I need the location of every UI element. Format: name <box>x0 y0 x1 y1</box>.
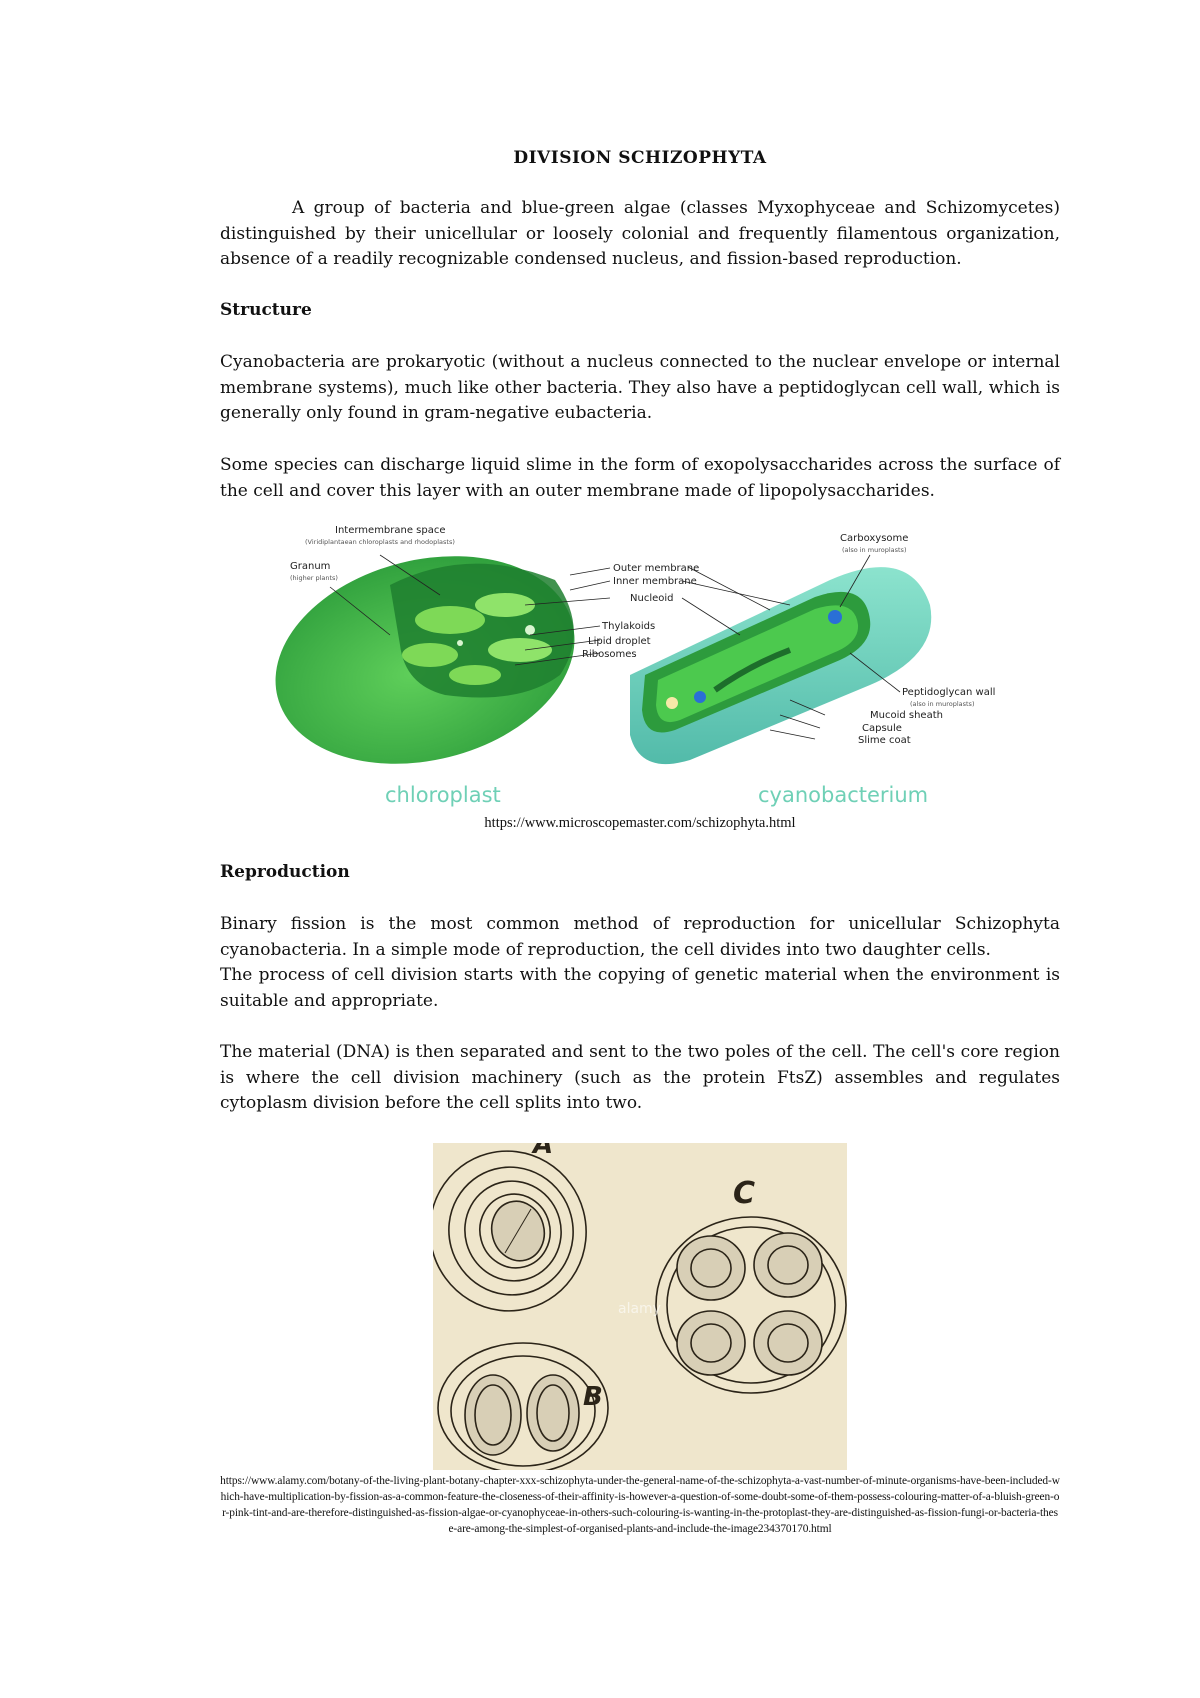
fission-sketch <box>433 1143 847 1470</box>
label-carboxysome: Carboxysome <box>840 533 909 544</box>
label-c: C <box>733 1176 756 1211</box>
label-peptidoglycan-sub: (also in muroplasts) <box>910 700 975 708</box>
label-granum: Granum <box>290 561 331 572</box>
label-cyanobacterium: cyanobacterium <box>758 783 929 807</box>
watermark: alamy <box>618 1301 661 1317</box>
reproduction-paragraph-1: Binary fission is the most common method of reproduction for unicellular Schizophyta cyanobacteria. In a simple mode of reproduction, the cell divides into two daughter cells. <box>220 914 1060 960</box>
label-intermembrane: Intermembrane space <box>335 525 446 536</box>
label-lipid-droplet: Lipid droplet <box>588 636 651 647</box>
label-thylakoids: Thylakoids <box>602 621 656 632</box>
reproduction-heading: Reproduction <box>220 862 350 882</box>
structure-paragraph-2: Some species can discharge liquid slime in the form of exopolysaccharides across the surface of the cell and cover this layer with an outer membrane made of lipopolysaccharides. <box>220 455 1060 501</box>
label-mucoid: Mucoid sheath <box>870 710 943 721</box>
structure-paragraph-1: Cyanobacteria are prokaryotic (without a nucleus connected to the nuclear envelope or internal membrane systems), much like other bacteria. They also have a peptidoglycan cell wall, which is generally only found in gram-negative eubacteria. <box>220 352 1060 423</box>
cell-diagram <box>270 525 1010 810</box>
structure-heading: Structure <box>220 300 312 320</box>
reproduction-paragraph-2: The process of cell division starts with the copying of genetic material when the environment is suitable and appropriate. <box>220 965 1060 1011</box>
binary-fission-drawing <box>433 1143 847 1470</box>
label-nucleoid: Nucleoid <box>630 593 674 604</box>
label-peptidoglycan: Peptidoglycan wall <box>902 687 996 698</box>
label-ribosomes: Ribosomes <box>582 649 637 660</box>
label-b: B <box>583 1382 603 1412</box>
figure2-caption: https://www.alamy.com/botany-of-the-living-plant-botany-chapter-xxx-schizophyta-under-the-general-name-of-the-schizophyta-a-vast-number-of-minute-organisms-have-been-included-which-have-multiplication-by-fission-as-a-common-feature-the-closeness-of-their-affinity-is-however-a-question-of-some-doubt-some-of-them-possess-colouring-matter-of-a-bluish-green-or-pink-tint-and-are-therefore-distinguished-as-fission-algae-or-cyanophyceae-in-others-such-colouring-is-wanting-in-the-protoplast-they-are-distinguished-as-fission-fungi-or-bacteria-these-are-among-the-simplest-of-organised-plants-and-include-the-image234370170.html <box>220 1475 1060 1535</box>
figure1-caption: https://www.microscopemaster.com/schizophyta.html <box>484 815 796 831</box>
label-intermembrane-sub: (Viridiplantaean chloroplasts and rhodoplasts) <box>305 538 455 546</box>
label-granum-sub: (higher plants) <box>290 574 338 582</box>
label-capsule: Capsule <box>862 723 902 734</box>
page-title: DIVISION SCHIZOPHYTA <box>513 148 767 168</box>
label-carboxysome-sub: (also in muroplasts) <box>842 546 907 554</box>
label-inner-membrane: Inner membrane <box>613 576 697 587</box>
cell-group-c <box>656 1217 846 1393</box>
reproduction-paragraph-3: The material (DNA) is then separated and sent to the two poles of the cell. The cell's core region is where the cell division machinery (such as the protein FtsZ) assembles and regulates cytoplasm division before the cell splits into two. <box>220 1042 1060 1113</box>
cell-group-a <box>433 1143 604 1328</box>
label-a: A <box>533 1143 554 1160</box>
chloroplast-cyanobacterium-figure <box>270 525 1010 810</box>
label-chloroplast: chloroplast <box>385 783 501 807</box>
label-slime: Slime coat <box>858 735 911 746</box>
label-outer-membrane: Outer membrane <box>613 563 700 574</box>
intro-paragraph: A group of bacteria and blue-green algae (classes Myxophyceae and Schizomycetes) distinguished by their unicellular or loosely colonial and frequently filamentous organization, absence of a readily recognizable condensed nucleus, and fission-based reproduction. <box>220 198 1060 269</box>
